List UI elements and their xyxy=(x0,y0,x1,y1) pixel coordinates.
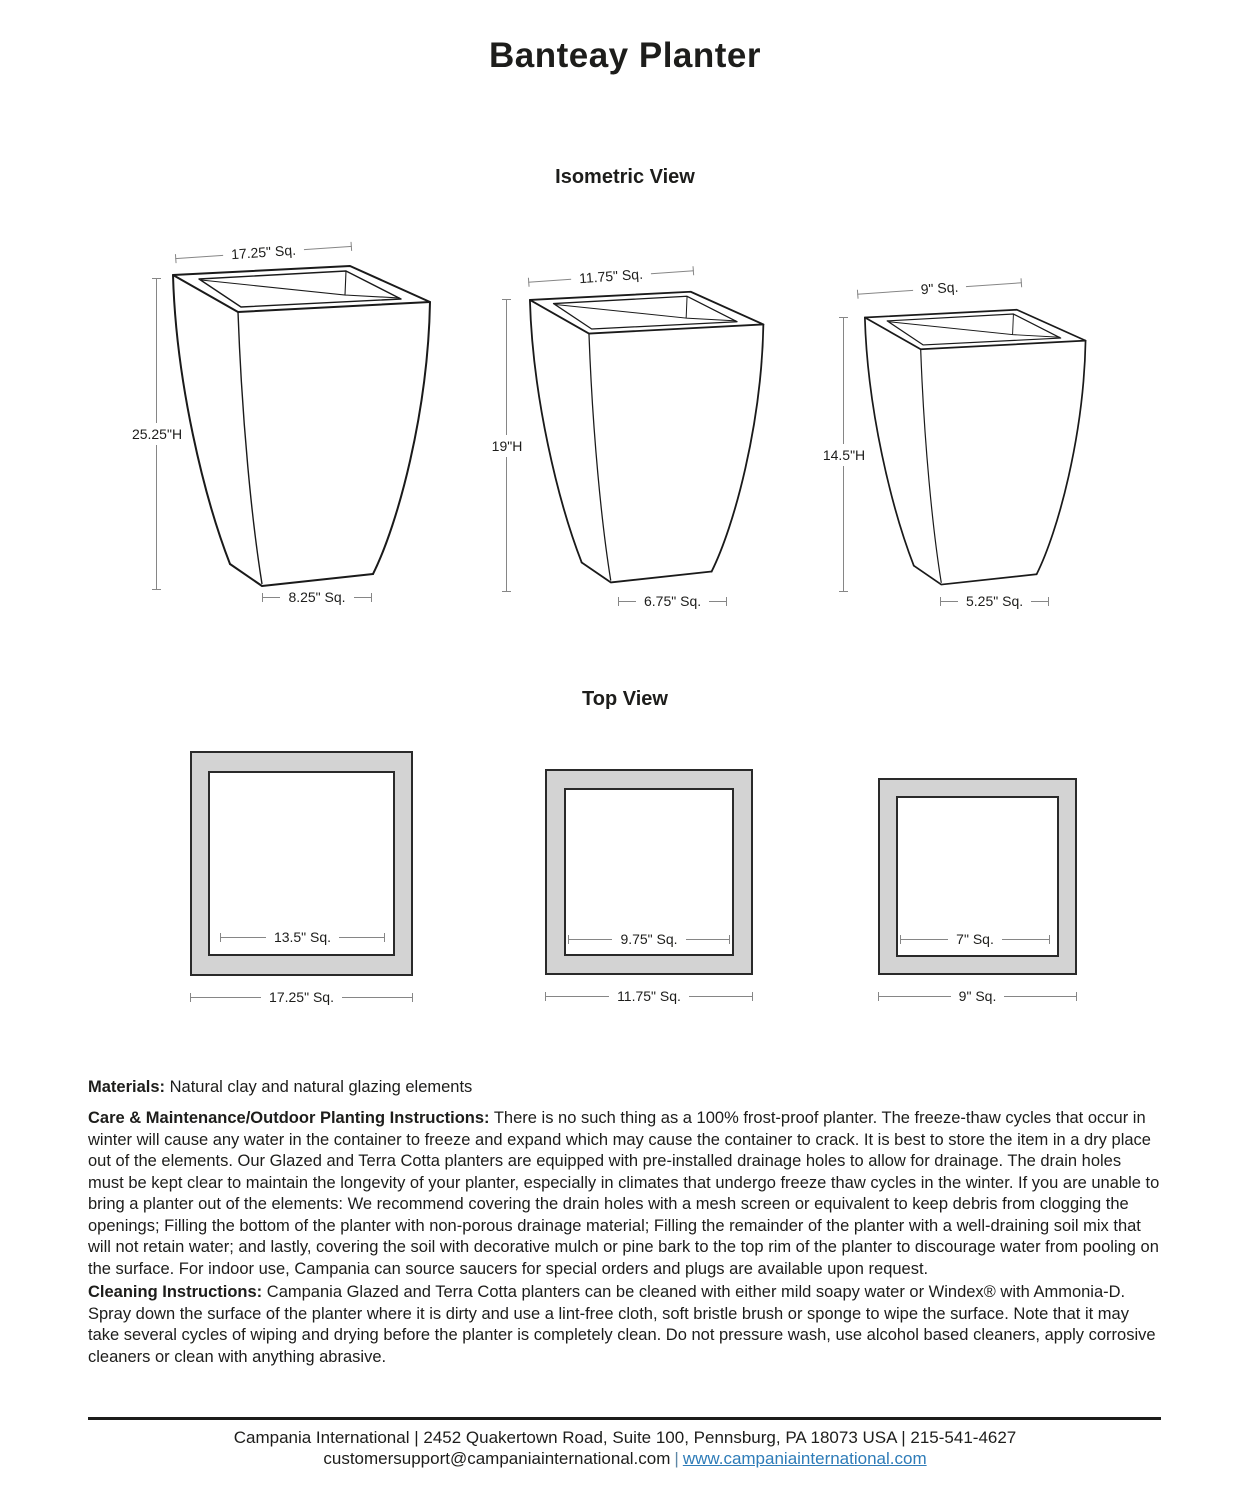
top-width-dimension xyxy=(175,241,352,263)
footer-email: customersupport@campaniainternational.com xyxy=(323,1449,671,1468)
top-view-heading: Top View xyxy=(582,688,668,710)
overall-dimension xyxy=(190,989,413,1005)
footer-address: Campania International | 2452 Quakertown Road, Suite 100, Pennsburg, PA 18073 USA | 215-541-4627 xyxy=(233,1428,1017,1447)
opening-dimension xyxy=(568,931,730,947)
isometric-view-heading: Isometric View xyxy=(555,166,695,188)
height-dimension xyxy=(822,317,866,592)
footer-divider xyxy=(88,1417,1161,1420)
cleaning-paragraph xyxy=(88,1282,1160,1368)
height-label: 25.25"H xyxy=(130,423,184,445)
overall-dimension-label: 11.75" Sq. xyxy=(617,988,681,1004)
overall-dimension xyxy=(545,988,753,1004)
top-width-label: 11.75" Sq. xyxy=(578,265,644,287)
top-width-label: 17.25" Sq. xyxy=(230,241,297,263)
height-dimension xyxy=(491,299,523,592)
materials-label: Materials: xyxy=(88,1078,166,1096)
planter-isometric-drawing-small xyxy=(864,306,1089,590)
care-maintenance-text: There is no such thing as a 100% frost-proof planter. The freeze-thaw cycles that occur in winter will cause any water in the container to freeze and expand which may cause the container to crack. It is best to store the item in a dry place out of the elements. Our Glazed and Terra Cotta planters are equipped with pre-installed drainage holes to allow for drainage. The drain holes must be kept clear to maintain the longevity of your planter, especially in climates that undergo freeze thaw cycles in the winter. If you are unable to bring a planter out of the elements: We recommend covering the drain holes with a mesh screen or equivalent to keep debris from clogging the openings; Filling the bottom of the planter with non-porous drainage material; Filling the remainder of the planter with a well-draining soil mix that will not retain water; and lastly, covering the soil with decorative mulch or pine bark to the top rim of the planter to discourage water from pooling on the surface. For indoor use, Campania can source saucers for special orders and plugs are available upon request. xyxy=(88,1109,1160,1278)
height-dimension xyxy=(131,278,183,590)
planter-figure-medium xyxy=(470,236,800,616)
footer-contact xyxy=(0,1449,1250,1469)
top-width-label: 9" Sq. xyxy=(920,278,959,298)
opening-dimension-label: 13.5" Sq. xyxy=(273,929,332,945)
base-width-label: 5.25" Sq. xyxy=(966,593,1024,609)
base-width-dimension xyxy=(618,593,713,609)
top-width-dimension xyxy=(528,265,694,287)
opening-dimension-label: 7" Sq. xyxy=(956,931,994,947)
base-width-label: 8.25" Sq. xyxy=(288,589,346,605)
top-view-figure-small xyxy=(878,745,1077,1025)
footer-website-link[interactable]: www.campaniainternational.com xyxy=(682,1449,927,1468)
height-label: 14.5"H xyxy=(821,444,867,466)
planter-figure-small xyxy=(805,236,1135,616)
overall-dimension xyxy=(878,988,1077,1004)
base-width-dimension xyxy=(262,589,372,605)
top-view-figure-medium xyxy=(545,745,753,1025)
overall-dimension-label: 9" Sq. xyxy=(958,988,997,1004)
opening-dimension xyxy=(900,931,1050,947)
overall-dimension-label: 17.25" Sq. xyxy=(269,989,334,1005)
height-label: 19"H xyxy=(490,435,525,457)
opening-dimension xyxy=(220,929,385,945)
care-maintenance-paragraph xyxy=(88,1108,1160,1280)
planter-isometric-drawing-medium xyxy=(529,288,767,588)
opening-dimension-label: 9.75" Sq. xyxy=(620,931,678,947)
cleaning-text: Campania Glazed and Terra Cotta planters can be cleaned with either mild soapy water or Windex® with Ammonia-D. Spray down the surface of the planter where it is dirty and use a lint-free cloth, soft bristle brush or sponge to wipe the surface. Note that it may take several cycles of wiping and drying before the planter is completely clean. Do not pressure wash, use alcohol based cleaners, apply corrosive cleaners or clean with anything abrasive. xyxy=(88,1283,1156,1366)
care-maintenance-label: Care & Maintenance/Outdoor Planting Instructions: xyxy=(88,1109,490,1127)
materials-paragraph xyxy=(88,1077,1160,1099)
footer-separator: | xyxy=(674,1449,679,1468)
top-width-dimension xyxy=(857,277,1022,298)
cleaning-label: Cleaning Instructions: xyxy=(88,1283,263,1301)
planter-figure-large xyxy=(120,236,450,616)
planter-isometric-drawing-large xyxy=(172,262,434,592)
page-title: Banteay Planter xyxy=(488,36,762,75)
base-width-label: 6.75" Sq. xyxy=(644,593,702,609)
base-width-dimension xyxy=(940,593,1037,609)
materials-text: Natural clay and natural glazing elements xyxy=(169,1078,473,1096)
top-view-figure-large xyxy=(190,745,416,1025)
